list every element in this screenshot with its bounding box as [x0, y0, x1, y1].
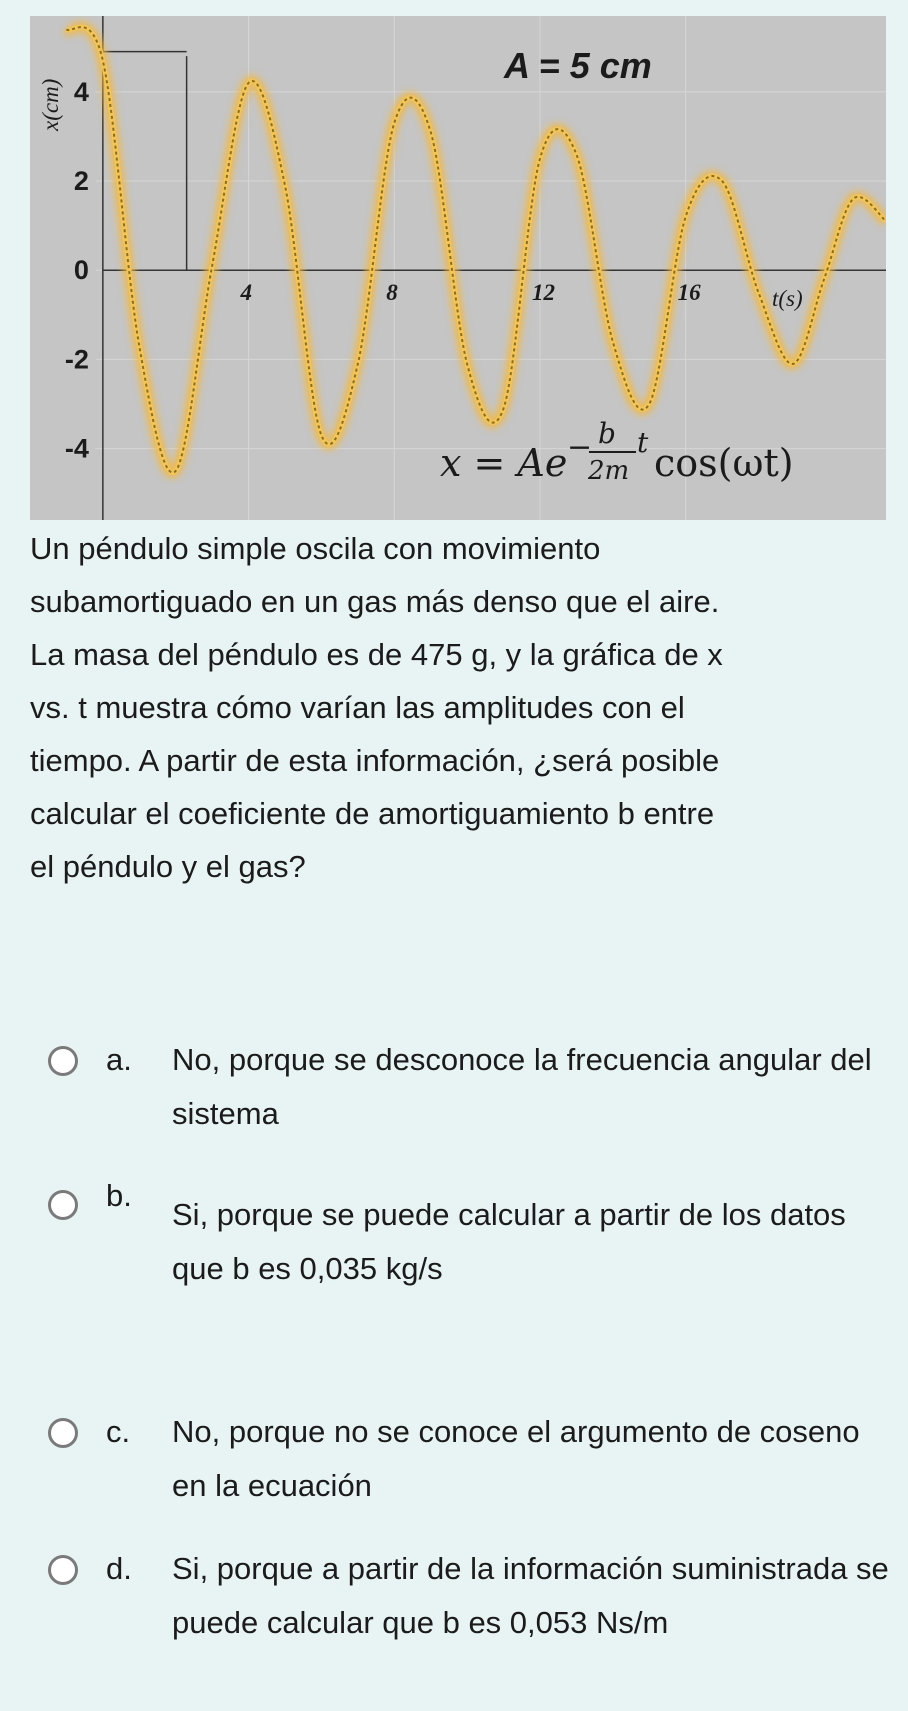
- radio-button-a[interactable]: [48, 1046, 78, 1076]
- option-d[interactable]: [48, 1551, 888, 1711]
- option-b-letter: b.: [106, 1178, 132, 1213]
- option-d-text: Si, porque a partir de la información suministrada se puede calcular que b es 0,053 Ns/m: [172, 1551, 889, 1640]
- x-axis-label: t(s): [772, 286, 803, 311]
- x-tick-label: 4: [240, 280, 253, 306]
- amplitude-label: A = 5 cm: [504, 45, 652, 86]
- equation-exp-variable: t: [637, 426, 649, 459]
- equation-exp-sign: −: [567, 430, 593, 465]
- y-tick-label: -4: [64, 433, 89, 464]
- option-c[interactable]: [48, 1414, 888, 1534]
- chart-series: [66, 27, 886, 472]
- option-a-letter: a.: [106, 1042, 132, 1077]
- y-tick-label: -2: [64, 344, 89, 375]
- option-c-text: No, porque no se conoce el argumento de coseno en la ecuación: [172, 1414, 860, 1503]
- option-d-letter: d.: [106, 1551, 132, 1586]
- radio-button-b[interactable]: [48, 1190, 78, 1220]
- y-axis-label: x(cm): [38, 78, 63, 131]
- y-tick-label: 4: [73, 76, 89, 107]
- option-a[interactable]: [48, 1042, 888, 1162]
- chart-svg: [30, 16, 886, 520]
- equation-lhs: x = Ae: [440, 441, 568, 485]
- equation-rhs: cos(ωt): [654, 441, 794, 485]
- option-a-text: No, porque se desconoce la frecuencia angular del sistema: [172, 1042, 872, 1131]
- x-tick-label: 12: [531, 280, 555, 306]
- radio-button-c[interactable]: [48, 1418, 78, 1448]
- x-tick-label: 8: [386, 280, 398, 306]
- option-c-letter: c.: [106, 1414, 131, 1449]
- radio-button-d[interactable]: [48, 1555, 78, 1585]
- option-b[interactable]: [48, 1178, 888, 1306]
- damped-oscillation-chart: [30, 16, 886, 520]
- y-tick-label: 0: [73, 255, 89, 286]
- equation-exp-numerator: b: [598, 417, 616, 450]
- equation-exp-denominator: 2m: [588, 456, 630, 486]
- x-tick-label: 16: [677, 280, 701, 306]
- option-b-text: Si, porque se puede calcular a partir de los datos que b es 0,035 kg/s: [172, 1197, 846, 1286]
- y-tick-label: 2: [73, 166, 89, 197]
- question-text: Un péndulo simple oscila con movimiento subamortiguado en un gas más denso que el aire. La masa del péndulo es de 475 g, y la gráfica de x vs. t muestra cómo varían las amplitudes con el tiempo. A partir de esta información, ¿será posible calcular el coeficiente de amortiguamiento b entre el péndulo y el gas?: [30, 531, 723, 884]
